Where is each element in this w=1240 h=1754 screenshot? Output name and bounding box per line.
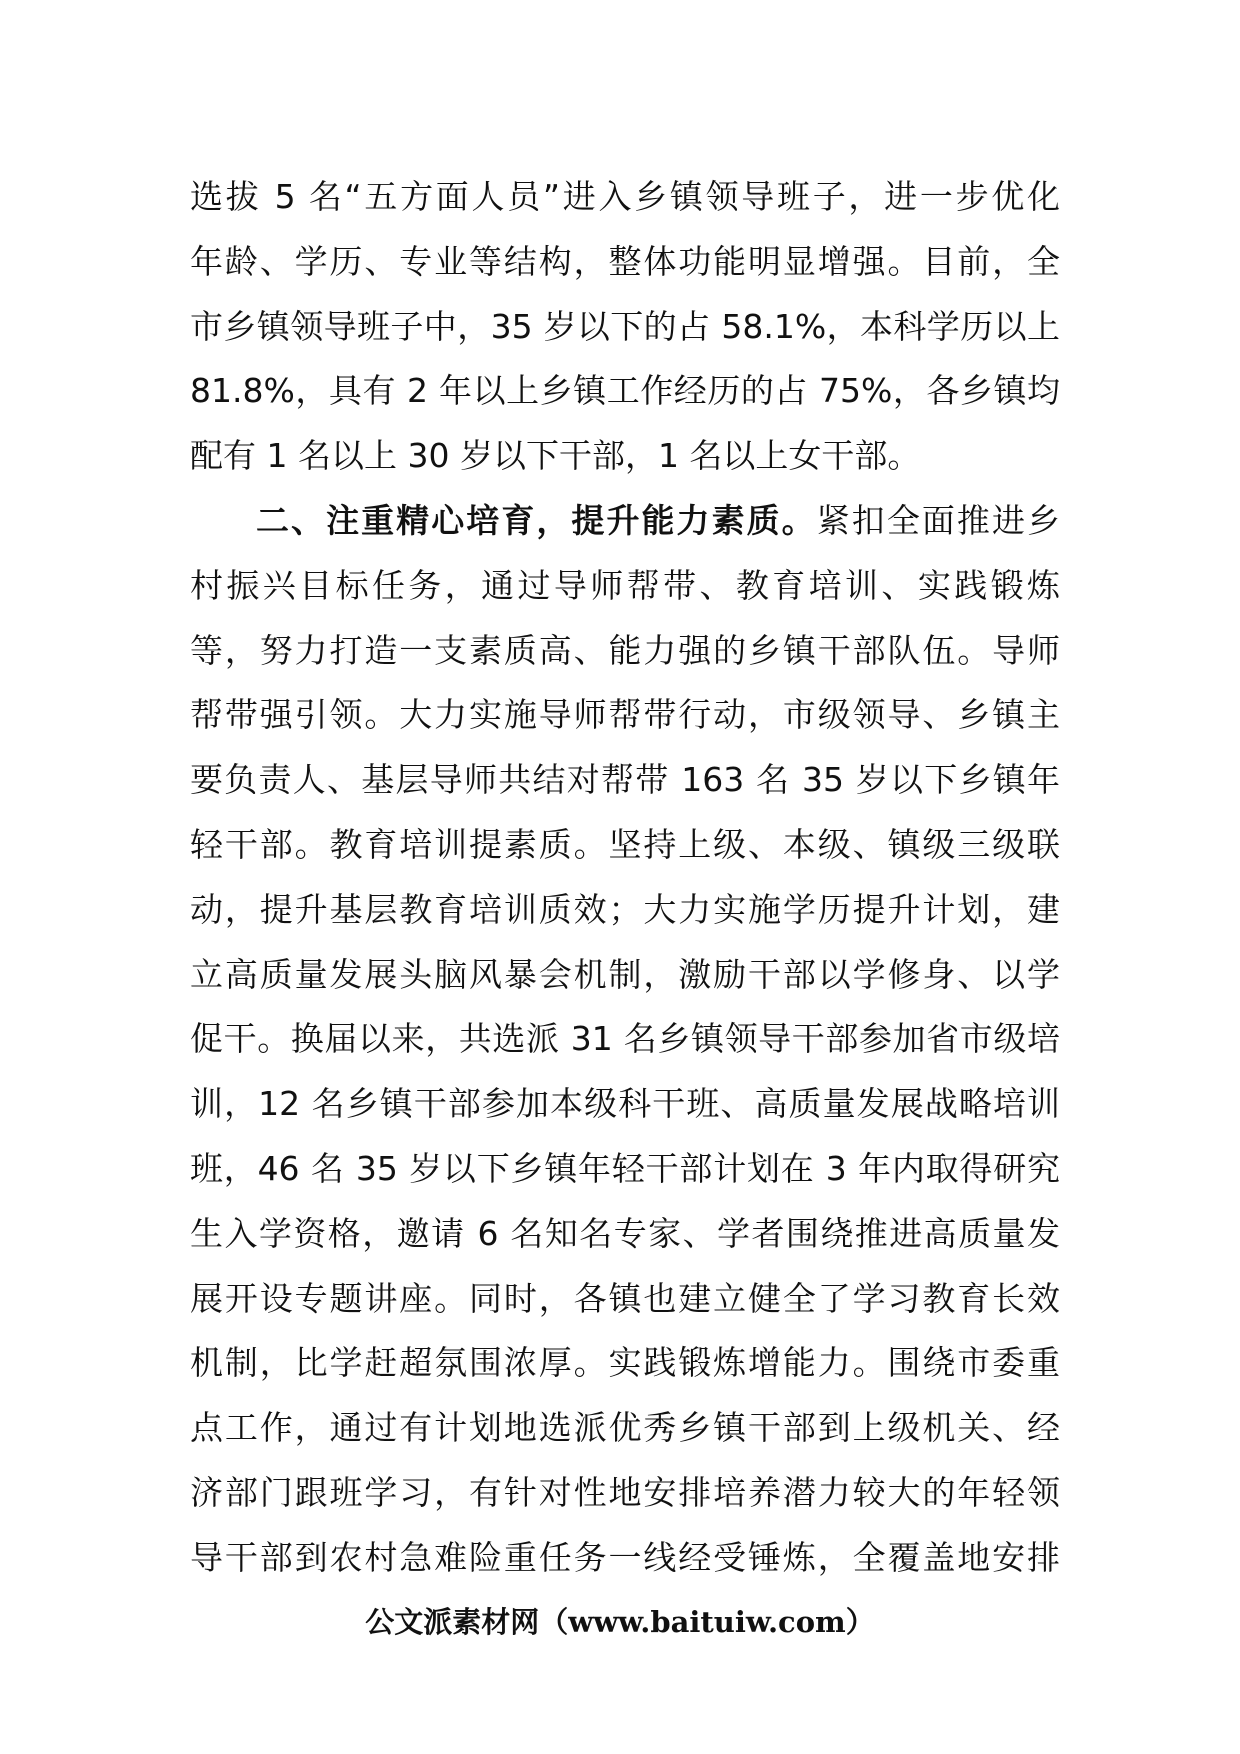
text-line-8: 等，努力打造一支素质高、能力强的乡镇干部队伍。导师 (190, 630, 1060, 670)
text-line-20: 点工作，通过有计划地选派优秀乡镇干部到上级机关、经 (190, 1408, 1060, 1448)
text-line-12: 动，提升基层教育培训质效；大力实施学历提升计划，建 (190, 889, 1060, 929)
document-body (190, 165, 1060, 1591)
text-line-10: 要负责人、基层导师共结对帮带 163 名 35 岁以下乡镇年 (190, 760, 1060, 800)
text-line-3: 市乡镇领导班子中，35 岁以下的占 58.1%，本科学历以上 (190, 306, 1060, 346)
text-line-1: 选拔 5 名“五方面人员”进入乡镇领导班子，进一步优化 (190, 177, 1060, 216)
section-heading-line (190, 489, 1060, 554)
text-line-7: 村振兴目标任务，通过导师帮带、教育培训、实践锻炼 (190, 565, 1060, 605)
text-line-19: 机制，比学赶超氛围浓厚。实践锻炼增能力。围绕市委重 (190, 1343, 1060, 1383)
text-line-14: 促干。换届以来，共选派 31 名乡镇领导干部参加省市级培 (190, 1019, 1060, 1059)
text-line-15: 训，12 名乡镇干部参加本级科干班、高质量发展战略培训 (190, 1084, 1060, 1124)
text-line-18: 展开设专题讲座。同时，各镇也建立健全了学习教育长效 (190, 1278, 1060, 1318)
text-line-17: 生入学资格，邀请 6 名知名专家、学者围绕推进高质量发 (190, 1213, 1060, 1253)
text-line-22: 导干部到农村急难险重任务一线经受锤炼，全覆盖地安排 (190, 1537, 1060, 1577)
text-line-16: 班，46 名 35 岁以下乡镇年轻干部计划在 3 年内取得研究 (190, 1148, 1060, 1188)
section-heading-continuation: 紧扣全面推进乡 (816, 500, 1061, 540)
text-line-5: 配有 1 名以上 30 岁以下干部，1 名以上女干部。 (190, 436, 921, 476)
text-line-2: 年龄、学历、专业等结构，整体功能明显增强。目前，全 (190, 241, 1060, 281)
page-footer: 公文派素材网（www.baituiw.com） (365, 1605, 875, 1639)
text-line-21: 济部门跟班学习，有针对性地安排培养潜力较大的年轻领 (190, 1472, 1060, 1512)
section-heading: 二、注重精心培育，提升能力素质。 (256, 500, 817, 540)
text-line-11: 轻干部。教育培训提素质。坚持上级、本级、镇级三级联 (190, 824, 1060, 864)
text-line-13: 立高质量发展头脑风暴会机制，激励干部以学修身、以学 (190, 954, 1060, 994)
text-line-4: 81.8%，具有 2 年以上乡镇工作经历的占 75%，各乡镇均 (190, 371, 1060, 411)
text-line-9: 帮带强引领。大力实施导师帮带行动，市级领导、乡镇主 (190, 695, 1060, 735)
